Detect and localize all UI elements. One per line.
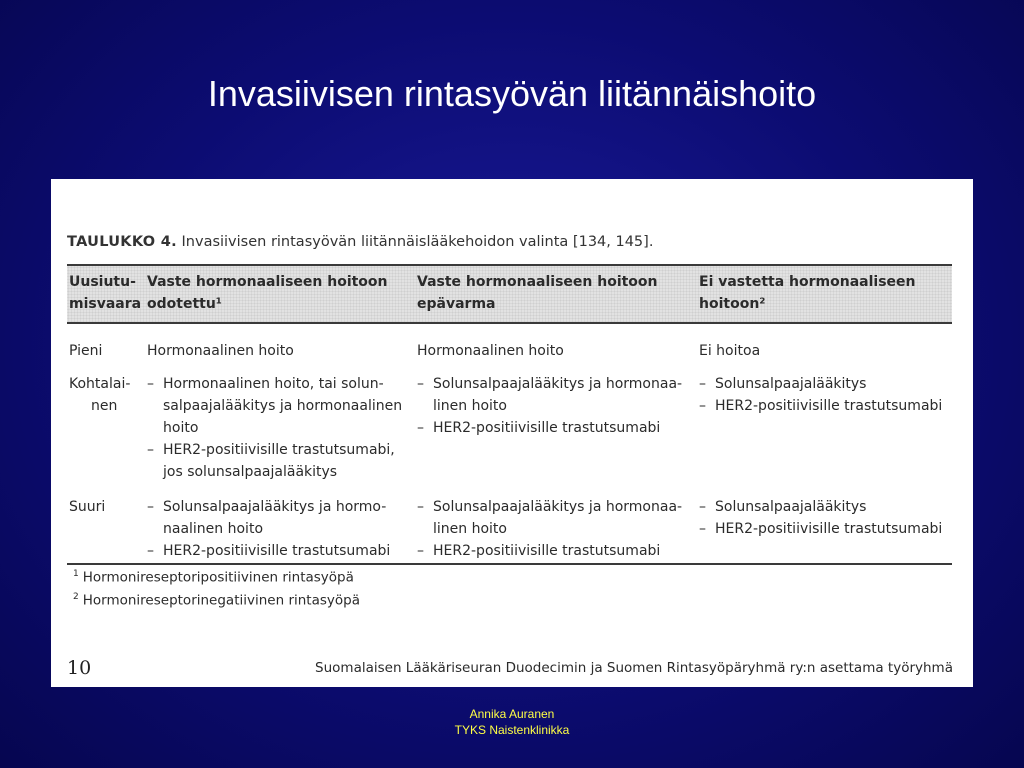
row-suuri-col2 xyxy=(417,496,692,562)
list-item xyxy=(417,518,692,540)
list-item xyxy=(147,461,407,483)
risk-line: nen xyxy=(91,398,118,414)
dash: – xyxy=(147,499,154,515)
document-scan xyxy=(51,179,973,687)
list-item xyxy=(417,395,692,417)
risk-line: Kohtalai- xyxy=(69,376,131,392)
header-line: Vaste hormonaaliseen hoitoon xyxy=(147,274,388,290)
list-item xyxy=(147,540,407,562)
row-pieni-col1: Hormonaalinen hoito xyxy=(147,343,294,359)
list-item xyxy=(699,518,959,540)
list-item xyxy=(147,395,407,417)
row-suuri-col1 xyxy=(147,496,407,562)
slide-title: Invasiivisen rintasyövän liitännäishoito xyxy=(207,73,817,114)
item-text: Hormonaalinen hoito, tai solun- xyxy=(163,376,384,392)
dash: – xyxy=(417,376,424,392)
item-text: HER2-positiivisille trastutsumabi xyxy=(715,398,943,414)
header-no-response xyxy=(699,271,959,315)
header-line: Ei vastetta hormonaaliseen xyxy=(699,274,916,290)
table-caption xyxy=(67,234,653,250)
page-number: 10 xyxy=(67,657,92,679)
table-header-rule xyxy=(67,322,952,324)
item-text: Solunsalpaajalääkitys ja hormo- xyxy=(163,499,387,515)
dash: – xyxy=(699,398,706,414)
header-risk xyxy=(69,271,142,315)
list-item xyxy=(417,496,692,518)
row-kohtalainen-col2 xyxy=(417,373,692,439)
dash: – xyxy=(699,499,706,515)
footnote-1 xyxy=(73,569,354,586)
header-line: hoitoon² xyxy=(699,296,766,312)
dash: – xyxy=(147,376,154,392)
item-text: HER2-positiivisille trastutsumabi xyxy=(433,420,661,436)
list-item xyxy=(699,373,959,395)
item-text: Solunsalpaajalääkitys ja hormonaa- xyxy=(433,376,683,392)
row-pieni-risk: Pieni xyxy=(69,343,103,359)
list-item xyxy=(147,439,407,461)
footer-affiliation: TYKS Naistenklinikka xyxy=(454,723,570,737)
dash: – xyxy=(417,543,424,559)
item-text: HER2-positiivisille trastutsumabi, xyxy=(163,442,395,458)
item-text: salpaajalääkitys ja hormonaalinen xyxy=(163,398,403,414)
header-line: odotettu¹ xyxy=(147,296,222,312)
item-text: hoito xyxy=(163,420,199,436)
dash: – xyxy=(699,376,706,392)
list-item xyxy=(699,395,959,417)
footnote-text: Hormonireseptoripositiivinen rintasyöpä xyxy=(82,569,354,586)
dash: – xyxy=(147,442,154,458)
table-bottom-rule xyxy=(67,563,952,565)
list-item xyxy=(147,373,407,395)
list-item xyxy=(417,373,692,395)
item-text: naalinen hoito xyxy=(163,521,264,537)
table-caption-text: Invasiivisen rintasyövän liitännäislääkehoidon valinta [134, 145]. xyxy=(181,234,654,250)
list-item xyxy=(699,496,959,518)
table-caption-label: TAULUKKO 4. xyxy=(67,234,177,250)
slide-footer xyxy=(0,706,1024,738)
item-text: linen hoito xyxy=(433,398,507,414)
dash: – xyxy=(147,543,154,559)
row-suuri-col3 xyxy=(699,496,959,540)
header-response-expected xyxy=(147,271,407,315)
header-risk-line: Uusiutu- xyxy=(69,274,136,290)
list-item xyxy=(417,417,692,439)
dash: – xyxy=(699,521,706,537)
row-kohtalainen-risk xyxy=(69,373,139,417)
row-pieni-col3: Ei hoitoa xyxy=(699,343,761,359)
header-risk-line: misvaara xyxy=(69,296,142,312)
list-item xyxy=(147,496,407,518)
row-kohtalainen-col1 xyxy=(147,373,407,483)
footnote-mark: 2 xyxy=(73,592,79,602)
item-text: HER2-positiivisille trastutsumabi xyxy=(433,543,661,559)
item-text: Solunsalpaajalääkitys xyxy=(715,499,867,515)
publisher-credit: Suomalaisen Lääkäriseuran Duodecimin ja Suomen Rintasyöpäryhmä ry:n asettama työryhmä xyxy=(315,660,953,676)
row-pieni-col2: Hormonaalinen hoito xyxy=(417,343,564,359)
list-item xyxy=(147,518,407,540)
header-line: Vaste hormonaaliseen hoitoon xyxy=(417,274,658,290)
header-line: epävarma xyxy=(417,296,496,312)
item-text: jos solunsalpaajalääkitys xyxy=(163,464,338,480)
footnote-mark: 1 xyxy=(73,569,79,579)
row-kohtalainen-col3 xyxy=(699,373,959,417)
footnote-text: Hormonireseptorinegatiivinen rintasyöpä xyxy=(82,592,360,609)
item-text: HER2-positiivisille trastutsumabi xyxy=(163,543,391,559)
dash: – xyxy=(417,499,424,515)
dash: – xyxy=(417,420,424,436)
row-suuri-risk: Suuri xyxy=(69,499,106,515)
item-text: Solunsalpaajalääkitys xyxy=(715,376,867,392)
item-text: HER2-positiivisille trastutsumabi xyxy=(715,521,943,537)
footer-author: Annika Auranen xyxy=(469,707,555,721)
list-item xyxy=(417,540,692,562)
item-text: linen hoito xyxy=(433,521,507,537)
footnote-2 xyxy=(73,592,360,609)
list-item xyxy=(147,417,407,439)
header-response-uncertain xyxy=(417,271,692,315)
item-text: Solunsalpaajalääkitys ja hormonaa- xyxy=(433,499,683,515)
